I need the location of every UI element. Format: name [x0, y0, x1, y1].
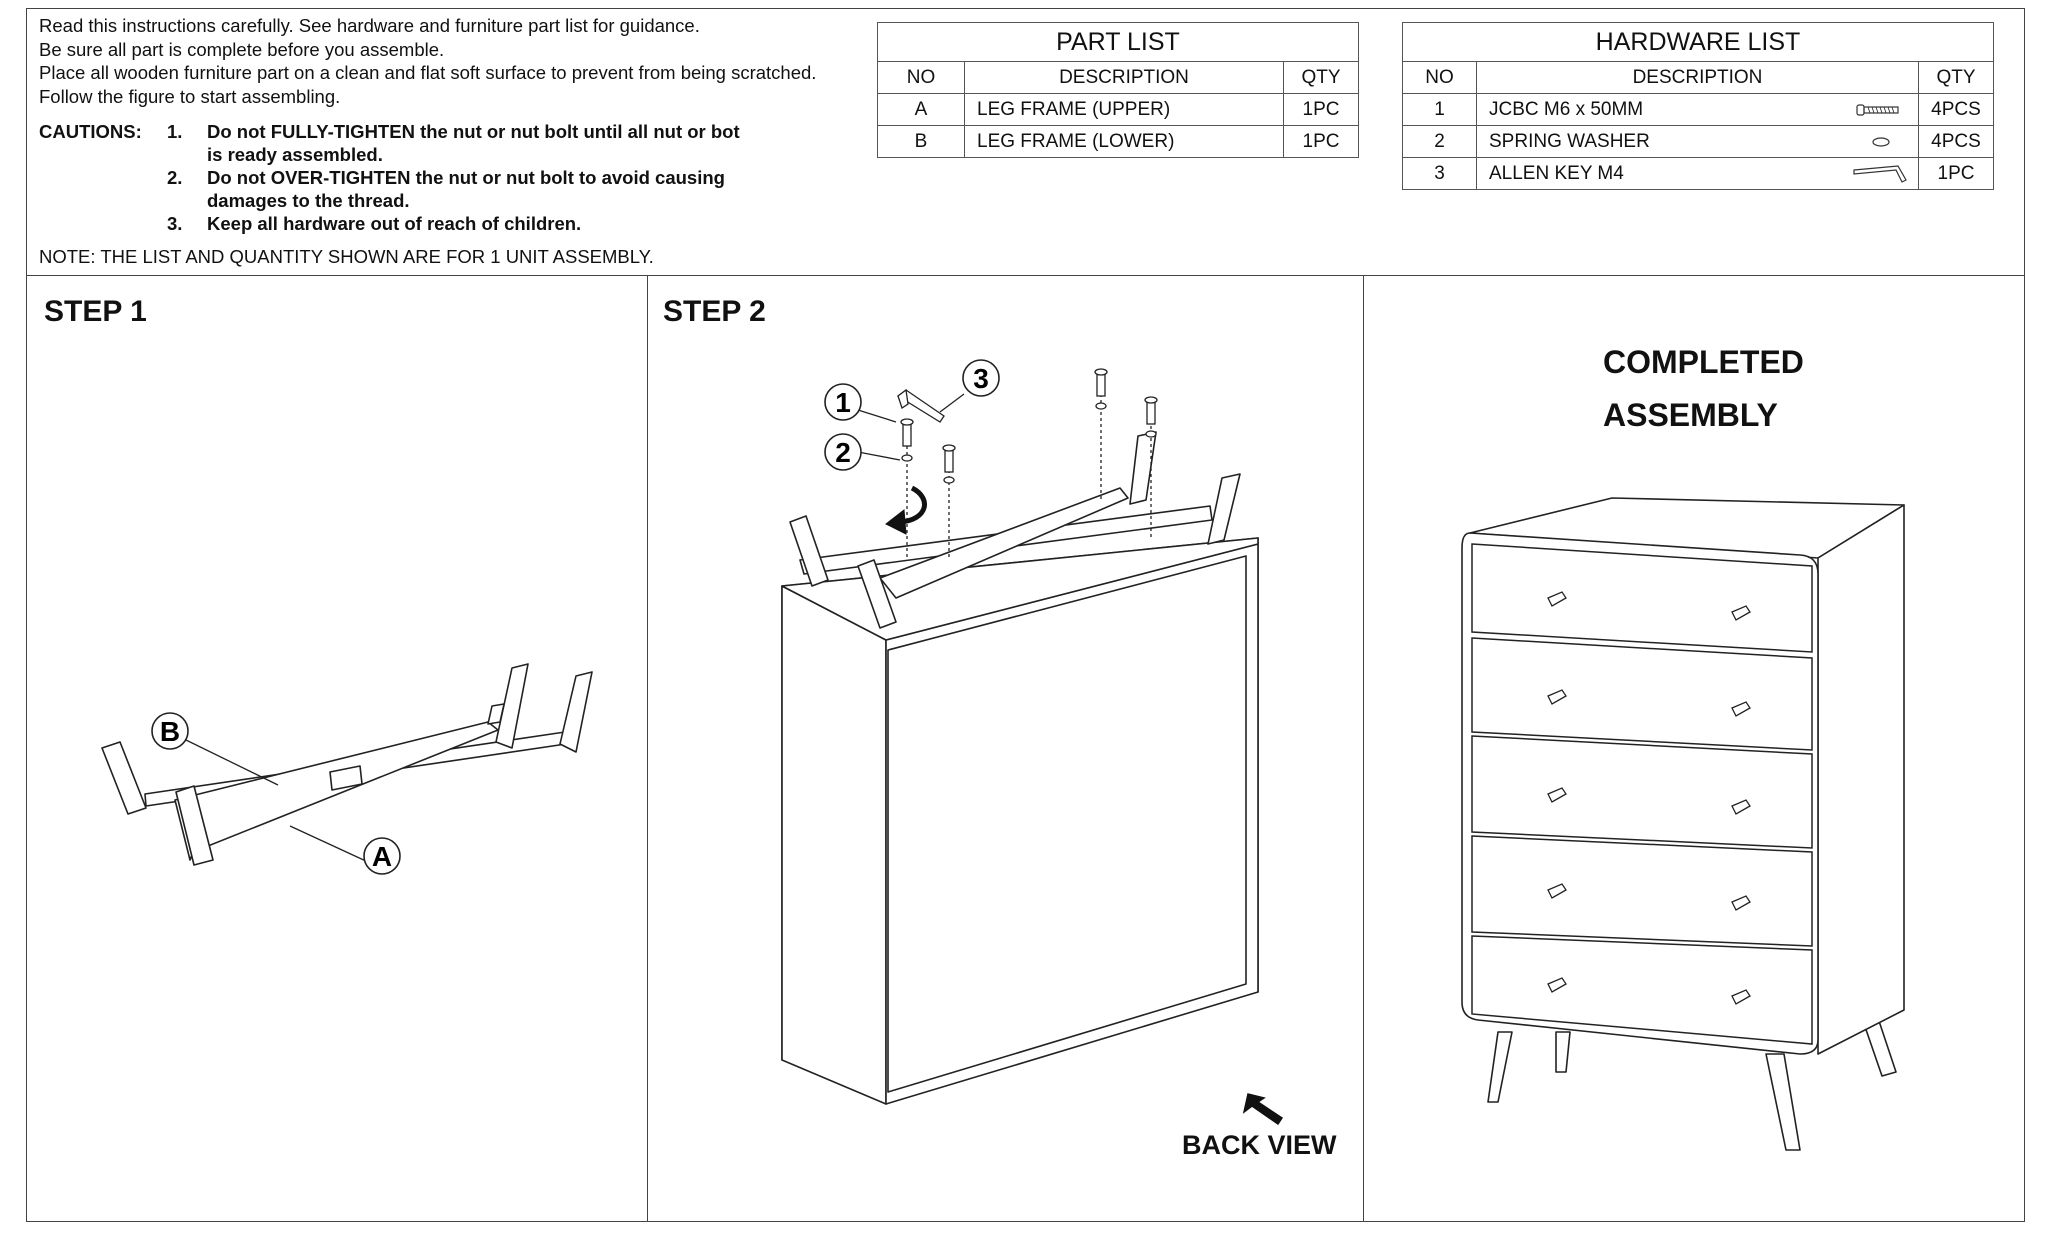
caution-text: damages to the thread.	[207, 190, 410, 211]
part-description: LEG FRAME (UPPER)	[965, 94, 1284, 126]
column-header: DESCRIPTION	[965, 62, 1284, 94]
caution-number: 1.	[167, 121, 183, 142]
column-header: NO	[1403, 62, 1477, 94]
callout-label: 3	[973, 363, 989, 394]
column-header: QTY	[1284, 62, 1359, 94]
column-header: QTY	[1919, 62, 1994, 94]
hardware-list-title: HARDWARE LIST	[1403, 23, 1994, 62]
hardware-description: SPRING WASHER	[1489, 130, 1650, 152]
caution-number: 3.	[167, 213, 183, 234]
drawer	[1472, 936, 1812, 1044]
leg	[1556, 1032, 1570, 1072]
note: NOTE: THE LIST AND QUANTITY SHOWN ARE FOR 1 UNIT ASSEMBLY.	[39, 246, 654, 267]
completed-line: COMPLETED	[1603, 344, 1804, 380]
drawer	[1472, 638, 1812, 750]
column-header: DESCRIPTION	[1477, 62, 1919, 94]
part-list-title: PART LIST	[878, 23, 1359, 62]
intro-line: Place all wooden furniture part on a clean and flat soft surface to prevent from being scratched.	[39, 62, 817, 83]
callout-label: B	[159, 716, 181, 747]
hardware-description: ALLEN KEY M4	[1489, 162, 1624, 184]
drawer	[1472, 736, 1812, 848]
part-qty: 1PC	[1284, 126, 1359, 158]
intro-line: Read this instructions carefully. See hardware and furniture part list for guidance.	[39, 15, 700, 36]
hardware-no: 1	[1403, 94, 1477, 126]
part-no: B	[878, 126, 965, 158]
intro-line: Follow the figure to start assembling.	[39, 85, 341, 107]
leg	[1766, 1054, 1800, 1150]
completed-line: ASSEMBLY	[1603, 397, 1778, 433]
hardware-qty: 4PCS	[1919, 126, 1994, 158]
part-no: A	[878, 94, 965, 126]
column-header: NO	[878, 62, 965, 94]
hardware-no: 3	[1403, 158, 1477, 190]
callout-label: A	[371, 841, 393, 872]
drawer	[1472, 836, 1812, 946]
intro-line: Be sure all part is complete before you assemble.	[39, 38, 445, 60]
hardware-description: JCBC M6 x 50MM	[1489, 98, 1644, 120]
caution-text: is ready assembled.	[207, 144, 383, 165]
caution-number: 2.	[167, 167, 183, 188]
step1-title: STEP 1	[44, 295, 147, 328]
hardware-no: 2	[1403, 126, 1477, 158]
caution-text: Do not OVER-TIGHTEN the nut or nut bolt to avoid causing	[207, 167, 725, 188]
chest-side	[1818, 505, 1904, 1054]
step2-title: STEP 2	[663, 295, 766, 328]
back-view-label: BACK VIEW	[1182, 1130, 1337, 1160]
cautions-label: CAUTIONS:	[39, 121, 142, 142]
part-description: LEG FRAME (LOWER)	[965, 126, 1284, 158]
part-qty: 1PC	[1284, 94, 1359, 126]
leg	[1488, 1032, 1512, 1102]
callout-label: 1	[835, 387, 851, 418]
callout-label: 2	[835, 437, 851, 468]
caution-text: Keep all hardware out of reach of children.	[207, 213, 582, 234]
hardware-qty: 1PC	[1919, 158, 1994, 190]
hardware-qty: 4PCS	[1919, 94, 1994, 126]
caution-text: Do not FULLY-TIGHTEN the nut or nut bolt until all nut or bot	[207, 121, 740, 142]
